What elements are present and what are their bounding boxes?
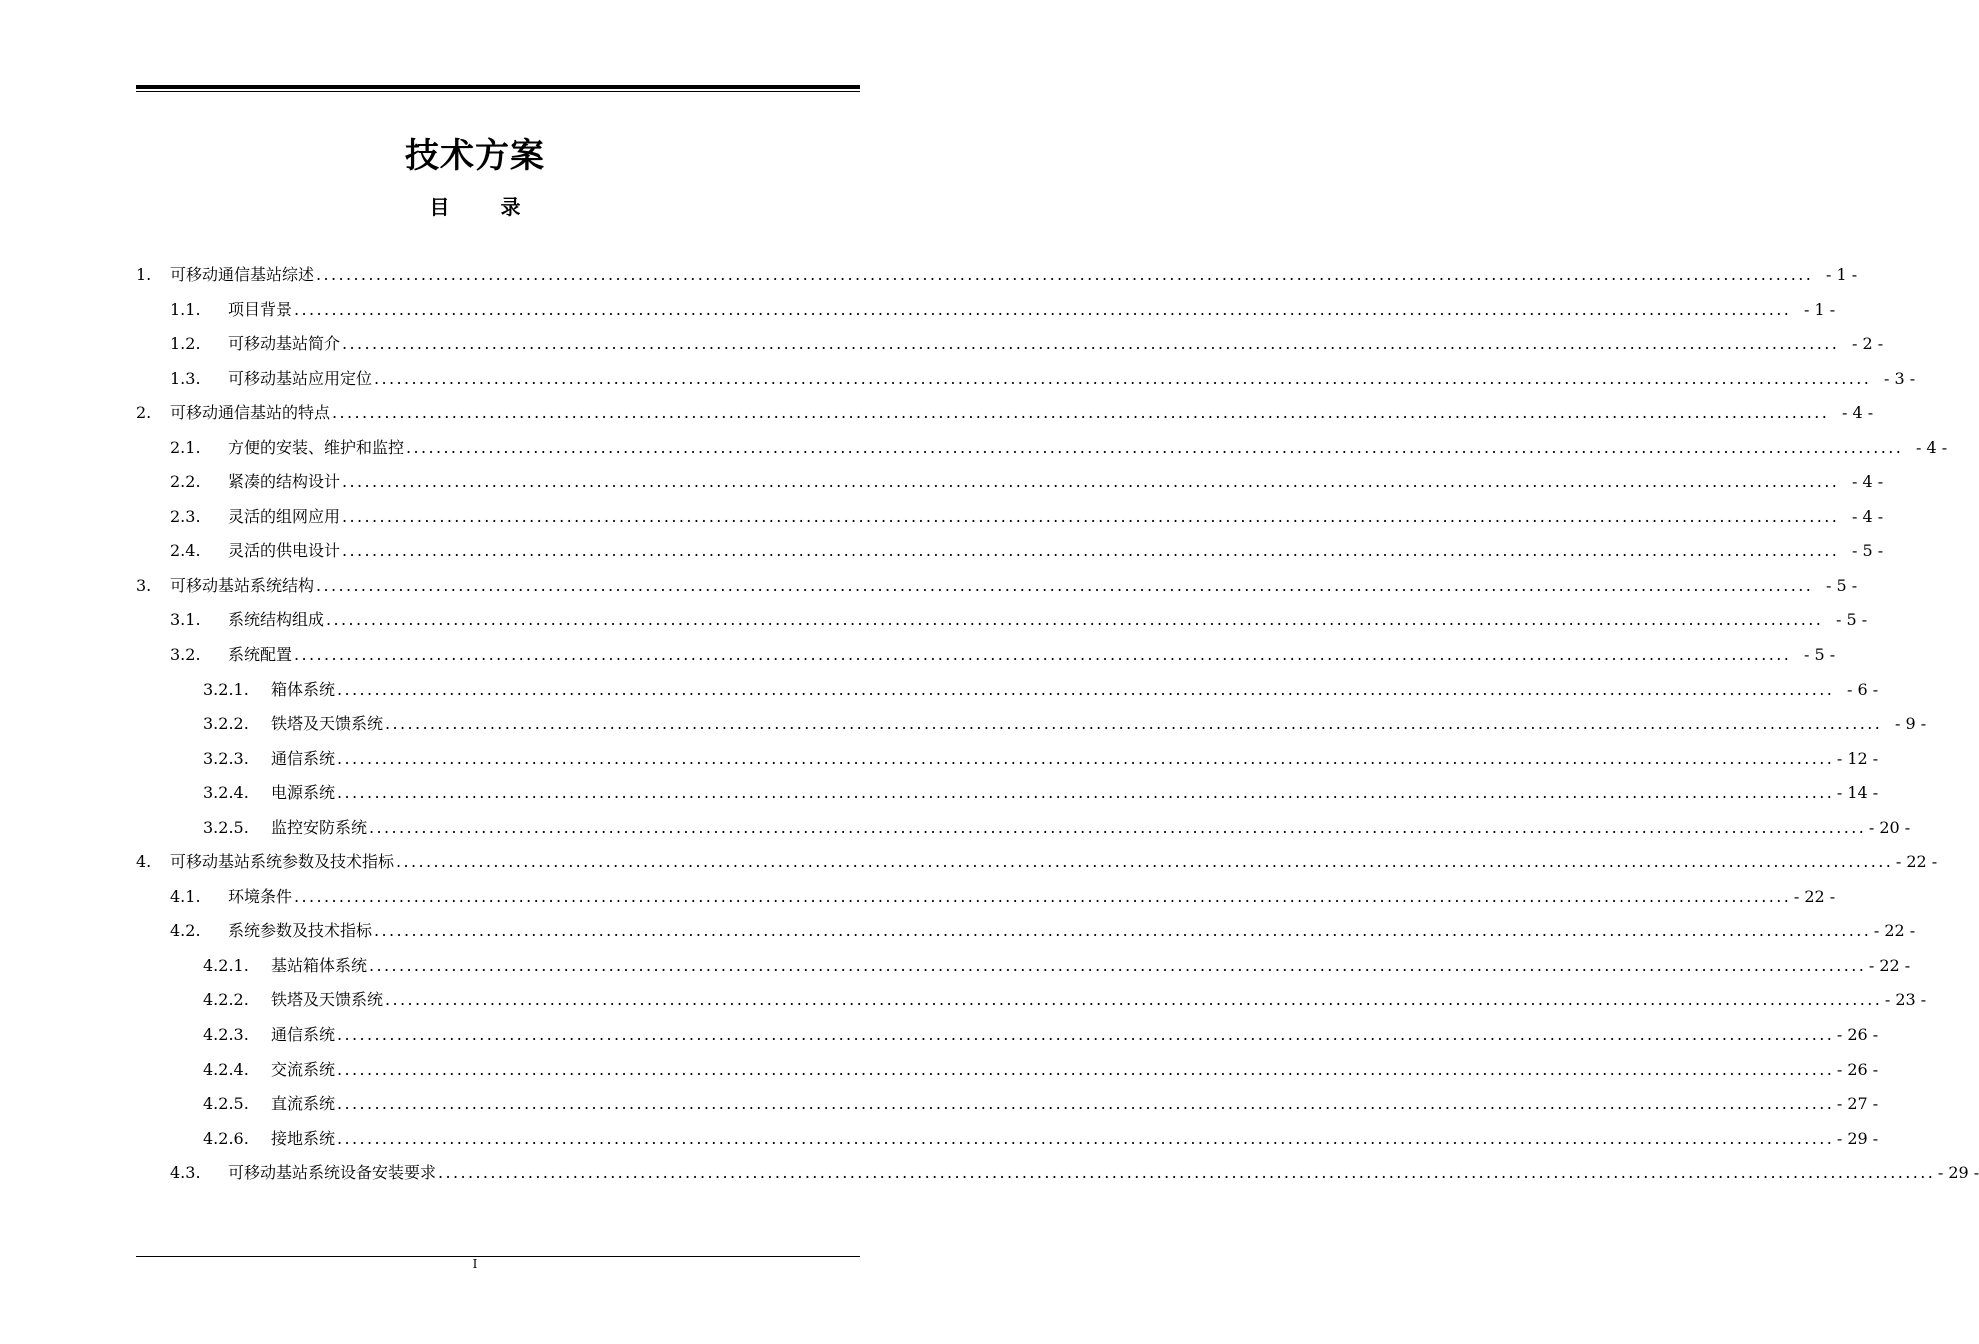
toc-entry-page: - 6 - bbox=[1847, 679, 1879, 699]
toc-entry[interactable] bbox=[136, 1156, 1979, 1191]
toc-entry-page: - 4 - bbox=[1852, 472, 1884, 492]
toc-entry-page: - 29 - bbox=[1836, 1128, 1879, 1148]
toc-entry-number: 4.2.5. bbox=[203, 1094, 249, 1114]
toc-entry-number: 4.2.1. bbox=[203, 955, 249, 975]
toc-entry-number: 3.2. bbox=[170, 645, 201, 665]
toc-dot-leader: ........................................................................................................................................................................................................ bbox=[342, 541, 1840, 561]
toc-entry-page: - 4 - bbox=[1842, 403, 1874, 423]
toc-entry[interactable] bbox=[136, 362, 1916, 397]
toc-entry-page: - 22 - bbox=[1793, 886, 1836, 906]
toc-entry-number: 2.4. bbox=[170, 541, 201, 561]
toc-entry-title: 可移动通信基站的特点 bbox=[170, 403, 331, 423]
toc-entry-title: 监控安防系统 bbox=[271, 817, 368, 837]
toc-dot-leader: ........................................................................................................................................................................................................ bbox=[385, 990, 1883, 1010]
toc-entry[interactable] bbox=[136, 396, 1874, 431]
toc-entry[interactable] bbox=[136, 500, 1884, 535]
toc-entry-title: 箱体系统 bbox=[271, 679, 336, 699]
toc-entry-page: - 14 - bbox=[1836, 783, 1879, 803]
toc-dot-leader: ........................................................................................................................................................................................................ bbox=[294, 645, 1792, 665]
toc-entry-page: - 1 - bbox=[1804, 299, 1836, 319]
toc-dot-leader: ........................................................................................................................................................................................................ bbox=[337, 1094, 1835, 1114]
toc-entry-page: - 27 - bbox=[1836, 1094, 1879, 1114]
toc-entry-page: - 3 - bbox=[1884, 368, 1916, 388]
toc-dot-leader: ........................................................................................................................................................................................................ bbox=[374, 921, 1872, 941]
toc-entry-number: 3.2.2. bbox=[203, 714, 249, 734]
toc-entry[interactable] bbox=[136, 673, 1879, 708]
toc-entry[interactable] bbox=[136, 707, 1927, 742]
toc-entry-title: 可移动基站简介 bbox=[228, 334, 341, 354]
toc-dot-leader: ........................................................................................................................................................................................................ bbox=[337, 1128, 1835, 1148]
toc-dot-leader: ........................................................................................................................................................................................................ bbox=[326, 610, 1824, 630]
toc-entry[interactable] bbox=[136, 742, 1879, 777]
toc-entry[interactable] bbox=[136, 465, 1884, 500]
toc-dot-leader: ........................................................................................................................................................................................................ bbox=[332, 403, 1830, 423]
toc-entry-number: 3.2.1. bbox=[203, 679, 249, 699]
toc-dot-leader: ........................................................................................................................................................................................................ bbox=[342, 334, 1840, 354]
toc-entry-title: 铁塔及天馈系统 bbox=[271, 714, 384, 734]
toc-entry[interactable] bbox=[136, 327, 1884, 362]
toc-entry-number: 2.2. bbox=[170, 472, 201, 492]
toc-entry-title: 可移动通信基站综述 bbox=[170, 265, 315, 284]
toc-entry-title: 接地系统 bbox=[271, 1128, 336, 1148]
toc-entry-number: 2. bbox=[136, 403, 152, 423]
toc-entry[interactable] bbox=[136, 845, 1938, 880]
toc-entry[interactable] bbox=[136, 880, 1836, 915]
table-of-contents bbox=[136, 258, 1979, 1191]
toc-dot-leader: ........................................................................................................................................................................................................ bbox=[369, 817, 1867, 837]
toc-entry-page: - 1 - bbox=[1826, 265, 1858, 284]
toc-entry[interactable] bbox=[136, 569, 1858, 604]
toc-entry-page: - 5 - bbox=[1804, 645, 1836, 665]
toc-entry-title: 铁塔及天馈系统 bbox=[271, 990, 384, 1010]
toc-entry-page: - 5 - bbox=[1836, 610, 1868, 630]
toc-entry-title: 项目背景 bbox=[228, 299, 293, 319]
toc-entry-page: - 4 - bbox=[1916, 437, 1948, 457]
toc-entry-title: 可移动基站系统参数及技术指标 bbox=[170, 852, 395, 872]
toc-dot-leader: ........................................................................................................................................................................................................ bbox=[294, 886, 1792, 906]
toc-dot-leader: ........................................................................................................................................................................................................ bbox=[342, 472, 1840, 492]
toc-entry-title: 可移动基站应用定位 bbox=[228, 368, 373, 388]
toc-entry[interactable] bbox=[136, 949, 1911, 984]
toc-entry-number: 1. bbox=[136, 265, 152, 284]
toc-entry-number: 4.2.6. bbox=[203, 1128, 249, 1148]
toc-entry-number: 4.2.3. bbox=[203, 1025, 249, 1045]
toc-entry-number: 4.3. bbox=[170, 1163, 201, 1183]
toc-entry-title: 交流系统 bbox=[271, 1059, 336, 1079]
toc-entry-number: 3. bbox=[136, 575, 152, 595]
toc-heading bbox=[0, 191, 950, 220]
toc-entry[interactable] bbox=[136, 293, 1836, 328]
toc-entry-page: - 12 - bbox=[1836, 748, 1879, 768]
toc-entry[interactable] bbox=[136, 258, 1858, 293]
toc-dot-leader: ........................................................................................................................................................................................................ bbox=[385, 714, 1883, 734]
toc-dot-leader: ........................................................................................................................................................................................................ bbox=[337, 783, 1835, 803]
toc-entry-page: - 22 - bbox=[1868, 955, 1911, 975]
toc-entry-title: 环境条件 bbox=[228, 886, 293, 906]
toc-dot-leader: ........................................................................................................................................................................................................ bbox=[406, 437, 1904, 457]
toc-entry-number: 4.2. bbox=[170, 921, 201, 941]
page-number: I bbox=[472, 1257, 478, 1271]
toc-entry[interactable] bbox=[136, 914, 1916, 949]
toc-entry-title: 系统参数及技术指标 bbox=[228, 921, 373, 941]
toc-entry[interactable] bbox=[136, 983, 1927, 1018]
toc-dot-leader: ........................................................................................................................................................................................................ bbox=[396, 852, 1894, 872]
toc-heading-char: 录 bbox=[500, 195, 521, 219]
toc-entry-page: - 22 - bbox=[1873, 921, 1916, 941]
toc-dot-leader: ........................................................................................................................................................................................................ bbox=[316, 265, 1814, 284]
toc-entry-page: - 2 - bbox=[1852, 334, 1884, 354]
toc-entry-title: 灵活的组网应用 bbox=[228, 506, 341, 526]
toc-entry-title: 系统结构组成 bbox=[228, 610, 325, 630]
toc-entry-page: - 9 - bbox=[1895, 714, 1927, 734]
toc-entry-title: 系统配置 bbox=[228, 645, 293, 665]
toc-entry-title: 基站箱体系统 bbox=[271, 955, 368, 975]
toc-entry-page: - 29 - bbox=[1937, 1163, 1979, 1183]
toc-entry-number: 3.2.4. bbox=[203, 783, 249, 803]
toc-entry-number: 1.1. bbox=[170, 299, 201, 319]
toc-entry-title: 可移动基站系统结构 bbox=[170, 575, 315, 595]
toc-entry-number: 3.1. bbox=[170, 610, 201, 630]
header-rule-thin bbox=[136, 91, 860, 92]
toc-entry-title: 通信系统 bbox=[271, 748, 336, 768]
toc-entry-title: 灵活的供电设计 bbox=[228, 541, 341, 561]
toc-entry-number: 4.2.2. bbox=[203, 990, 249, 1010]
toc-entry-page: - 23 - bbox=[1884, 990, 1927, 1010]
toc-entry-title: 紧凑的结构设计 bbox=[228, 472, 341, 492]
toc-entry[interactable] bbox=[136, 638, 1836, 673]
toc-entry[interactable] bbox=[136, 776, 1879, 811]
toc-entry-page: - 22 - bbox=[1895, 852, 1938, 872]
toc-entry-page: - 5 - bbox=[1852, 541, 1884, 561]
toc-dot-leader: ........................................................................................................................................................................................................ bbox=[294, 299, 1792, 319]
header-rule-thick bbox=[136, 85, 860, 89]
toc-entry-number: 4. bbox=[136, 852, 152, 872]
toc-entry-number: 1.2. bbox=[170, 334, 201, 354]
toc-entry-number: 2.3. bbox=[170, 506, 201, 526]
toc-entry-page: - 4 - bbox=[1852, 506, 1884, 526]
toc-dot-leader: ........................................................................................................................................................................................................ bbox=[438, 1163, 1936, 1183]
toc-entry-number: 3.2.3. bbox=[203, 748, 249, 768]
toc-entry-title: 方便的安装、维护和监控 bbox=[228, 437, 405, 457]
toc-dot-leader: ........................................................................................................................................................................................................ bbox=[369, 955, 1867, 975]
toc-entry[interactable] bbox=[136, 603, 1868, 638]
toc-entry[interactable] bbox=[136, 1018, 1879, 1053]
toc-entry-title: 通信系统 bbox=[271, 1025, 336, 1045]
toc-dot-leader: ........................................................................................................................................................................................................ bbox=[374, 368, 1872, 388]
toc-dot-leader: ........................................................................................................................................................................................................ bbox=[316, 575, 1814, 595]
document-title: 技术方案 bbox=[405, 136, 545, 176]
toc-entry[interactable] bbox=[136, 1122, 1879, 1157]
toc-entry-page: - 26 - bbox=[1836, 1025, 1879, 1045]
toc-dot-leader: ........................................................................................................................................................................................................ bbox=[342, 506, 1840, 526]
toc-entry[interactable] bbox=[136, 1053, 1879, 1088]
toc-entry-number: 4.1. bbox=[170, 886, 201, 906]
toc-entry-number: 2.1. bbox=[170, 437, 201, 457]
toc-entry[interactable] bbox=[136, 811, 1911, 846]
toc-heading-char: 目 bbox=[429, 195, 450, 219]
toc-entry-number: 4.2.4. bbox=[203, 1059, 249, 1079]
toc-entry-title: 直流系统 bbox=[271, 1094, 336, 1114]
toc-entry-page: - 20 - bbox=[1868, 817, 1911, 837]
toc-dot-leader: ........................................................................................................................................................................................................ bbox=[337, 679, 1835, 699]
toc-entry-number: 1.3. bbox=[170, 368, 201, 388]
toc-entry-page: - 26 - bbox=[1836, 1059, 1879, 1079]
toc-entry-number: 3.2.5. bbox=[203, 817, 249, 837]
toc-dot-leader: ........................................................................................................................................................................................................ bbox=[337, 1025, 1835, 1045]
toc-entry-title: 可移动基站系统设备安装要求 bbox=[228, 1163, 437, 1183]
toc-entry[interactable] bbox=[136, 1087, 1879, 1122]
toc-entry-page: - 5 - bbox=[1826, 575, 1858, 595]
toc-dot-leader: ........................................................................................................................................................................................................ bbox=[337, 1059, 1835, 1079]
toc-entry[interactable] bbox=[136, 534, 1884, 569]
toc-dot-leader: ........................................................................................................................................................................................................ bbox=[337, 748, 1835, 768]
toc-entry-title: 电源系统 bbox=[271, 783, 336, 803]
toc-entry[interactable] bbox=[136, 431, 1948, 466]
